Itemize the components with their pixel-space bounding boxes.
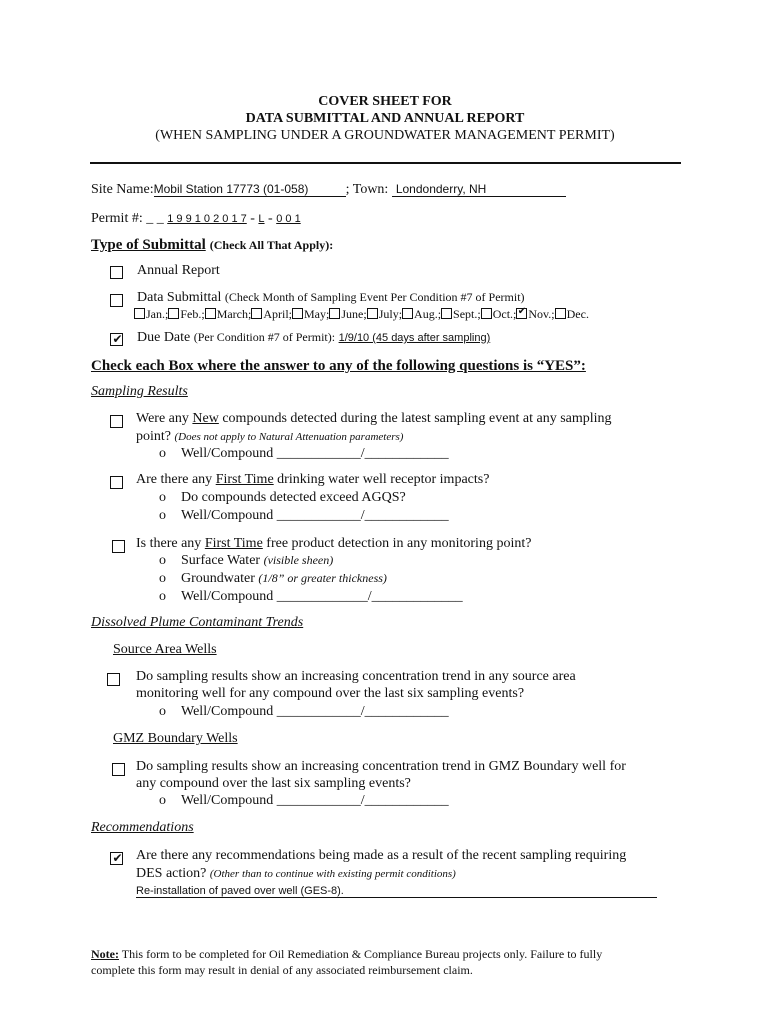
bullet-icon: o xyxy=(159,704,166,719)
form-title-line3: (WHEN SAMPLING UNDER A GROUNDWATER MANAGEMENT PERMIT) xyxy=(155,128,615,143)
receptor-impacts-checkbox[interactable] xyxy=(110,476,123,489)
due-date-label: Due Date xyxy=(137,330,191,345)
gmz-well-compound[interactable]: o Well/Compound ____________/____________ xyxy=(159,793,449,808)
month-checkbox-april[interactable] xyxy=(251,308,262,319)
free-product-question: Is there any First Time free product detection in any monitoring point? xyxy=(136,536,532,551)
permit-dash: - xyxy=(250,211,255,226)
groundwater-item: o Groundwater (1/8” or greater thickness) xyxy=(159,571,387,586)
bullet-icon: o xyxy=(159,793,166,808)
source-area-trend-checkbox[interactable] xyxy=(107,673,120,686)
month-checkbox-may[interactable] xyxy=(292,308,303,319)
permit-prefix: _ _ xyxy=(146,211,164,226)
month-checkbox-aug[interactable] xyxy=(402,308,413,319)
free-product-well-compound[interactable]: o Well/Compound _____________/_____________ xyxy=(159,589,463,604)
new-compounds-note: (Does not apply to Natural Attenuation parameters) xyxy=(174,431,404,443)
recommendations-note: (Other than to continue with existing permit conditions) xyxy=(209,868,456,880)
yes-instructions-heading: Check each Box where the answer to any of the following questions is “YES”: xyxy=(91,358,586,374)
month-label: March; xyxy=(216,307,252,321)
gmz-boundary-wells-heading: GMZ Boundary Wells xyxy=(113,731,238,746)
month-label: Dec. xyxy=(566,307,589,321)
source-area-wells-heading: Source Area Wells xyxy=(113,642,217,657)
type-of-submittal-label: Type of Submittal xyxy=(91,237,206,253)
bullet-icon: o xyxy=(159,446,166,461)
recommendations-heading: Recommendations xyxy=(91,820,194,835)
bullet-icon: o xyxy=(159,553,166,568)
permit-dash-2: - xyxy=(268,211,273,226)
gmz-trend-checkbox[interactable] xyxy=(112,763,125,776)
month-label: June; xyxy=(341,307,367,321)
source-area-trend-question: Do sampling results show an increasing concentration trend in any source area xyxy=(136,669,576,684)
month-label: Aug.; xyxy=(414,307,442,321)
source-area-well-compound[interactable]: o Well/Compound ____________/____________ xyxy=(159,704,449,719)
check-mark-icon: ✔ xyxy=(517,306,527,317)
dissolved-plume-heading: Dissolved Plume Contaminant Trends xyxy=(91,615,304,630)
recommendations-answer-field[interactable] xyxy=(136,885,657,898)
permit-sequence[interactable]: 0 0 1 xyxy=(276,213,301,225)
header-divider xyxy=(90,162,681,164)
month-label: Nov.; xyxy=(528,307,555,321)
new-compounds-question: Were any New compounds detected during the latest sampling event at any sampling xyxy=(136,411,612,426)
recommendations-question: Are there any recommendations being made as a result of the recent sampling requiring xyxy=(136,848,627,863)
data-submittal-label: Data Submittal xyxy=(137,290,222,305)
footer-note-line2: complete this form may result in denial of any associated reimbursement claim. xyxy=(91,963,473,977)
recommendations-question-line2: DES action? (Other than to continue with existing permit conditions) xyxy=(136,866,456,881)
permit-label: Permit #: xyxy=(91,211,143,226)
permit-letter[interactable]: L xyxy=(258,213,265,225)
new-compounds-well-compound[interactable]: o Well/Compound ____________/____________ xyxy=(159,446,449,461)
month-label: Jan.; xyxy=(146,307,169,321)
receptor-well-compound[interactable]: o Well/Compound ____________/____________ xyxy=(159,508,449,523)
bullet-icon: o xyxy=(159,571,166,586)
month-checkbox-nov[interactable] xyxy=(516,308,527,319)
permit-number[interactable]: 1 9 9 1 0 2 0 1 7 xyxy=(167,213,247,225)
site-name-field[interactable] xyxy=(154,182,346,197)
month-checkbox-row xyxy=(134,307,589,322)
annual-report-checkbox[interactable] xyxy=(110,266,123,279)
bullet-icon: o xyxy=(159,490,166,505)
agqs-exceed-item: o Do compounds detected exceed AGQS? xyxy=(159,490,406,505)
month-label: July; xyxy=(378,307,403,321)
due-date-value[interactable]: 1/9/10 (45 days after sampling) xyxy=(338,332,491,344)
permit-row xyxy=(91,211,301,227)
site-name-label: Site Name: xyxy=(91,182,154,197)
footer-note-line1: Note: This form to be completed for Oil Remediation & Compliance Bureau projects only. Failure to fully xyxy=(91,947,603,961)
month-label: May; xyxy=(304,307,330,321)
form-title-line2: DATA SUBMITTAL AND ANNUAL REPORT xyxy=(245,111,525,126)
footer-note-label: Note: xyxy=(91,947,119,961)
town-value: Londonderry, NH xyxy=(395,182,487,196)
site-name-row xyxy=(91,182,566,198)
data-submittal-checkbox[interactable] xyxy=(110,294,123,307)
check-mark-icon: ✔ xyxy=(112,851,123,865)
month-label: Sept.; xyxy=(453,307,481,321)
site-name-value: Mobil Station 17773 (01-058) xyxy=(153,182,309,196)
month-checkbox-jan[interactable] xyxy=(134,308,145,319)
recommendations-checkbox[interactable] xyxy=(110,852,123,865)
new-compounds-checkbox[interactable] xyxy=(110,415,123,428)
annual-report-label: Annual Report xyxy=(137,263,220,278)
type-of-submittal-note: (Check All That Apply): xyxy=(209,238,334,252)
bullet-icon: o xyxy=(159,589,166,604)
month-checkbox-march[interactable] xyxy=(205,308,216,319)
check-mark-icon: ✔ xyxy=(112,332,123,346)
month-label: Oct.; xyxy=(492,307,517,321)
new-compounds-question-line2: point? (Does not apply to Natural Attenuation parameters) xyxy=(136,429,404,444)
month-checkbox-july[interactable] xyxy=(367,308,378,319)
month-checkbox-dec[interactable] xyxy=(555,308,566,319)
month-checkbox-feb[interactable] xyxy=(168,308,179,319)
due-date-checkbox[interactable] xyxy=(110,333,123,346)
sampling-results-heading: Sampling Results xyxy=(91,384,188,399)
gmz-trend-question: Do sampling results show an increasing concentration trend in GMZ Boundary well for xyxy=(136,759,626,774)
receptor-impacts-question: Are there any First Time drinking water well receptor impacts? xyxy=(136,472,490,487)
due-date-row xyxy=(137,330,490,346)
bullet-icon: o xyxy=(159,508,166,523)
month-checkbox-oct[interactable] xyxy=(481,308,492,319)
free-product-checkbox[interactable] xyxy=(112,540,125,553)
month-label: April; xyxy=(263,307,293,321)
month-checkbox-june[interactable] xyxy=(329,308,340,319)
source-area-trend-question-line2: monitoring well for any compound over the last six sampling events? xyxy=(136,686,525,701)
month-label: Feb.; xyxy=(180,307,205,321)
recommendations-answer: Re-installation of paved over well (GES-8). xyxy=(136,885,344,897)
gmz-trend-question-line2: any compound over the last six sampling events? xyxy=(136,776,411,791)
form-title-line1: COVER SHEET FOR xyxy=(318,94,452,109)
due-date-note: (Per Condition #7 of Permit): xyxy=(193,330,336,344)
month-checkbox-sept[interactable] xyxy=(441,308,452,319)
data-submittal-row xyxy=(137,290,525,306)
town-field[interactable] xyxy=(392,182,566,197)
town-label: ; Town: xyxy=(345,182,389,197)
type-of-submittal-heading xyxy=(91,236,333,254)
data-submittal-note: (Check Month of Sampling Event Per Condition #7 of Permit) xyxy=(224,290,525,304)
surface-water-item: o Surface Water (visible sheen) xyxy=(159,553,334,568)
